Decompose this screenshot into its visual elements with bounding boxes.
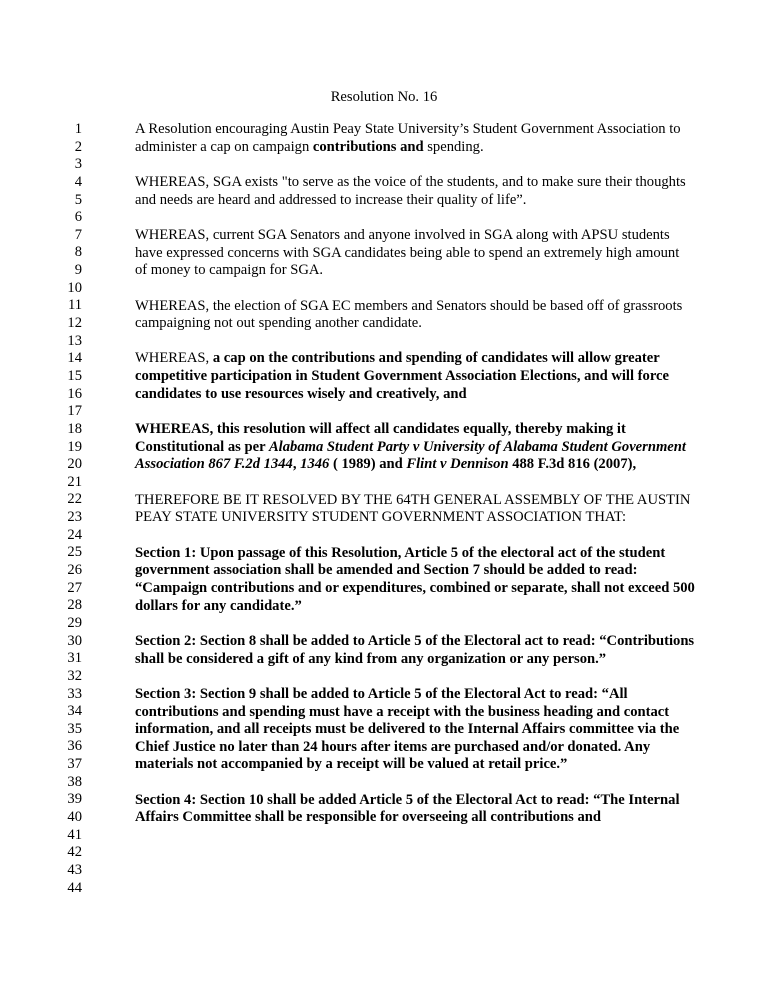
- line-number: 7: [74, 226, 82, 243]
- text-run: WHEREAS, SGA exists "to serve as the voice of the students, and to make sure their thoughts and needs are heard and addressed to increase their quality of life”.: [135, 173, 686, 208]
- text-run: spending.: [423, 138, 484, 155]
- line-number: 19: [67, 438, 82, 455]
- line-number: 2: [74, 138, 82, 155]
- paragraph: [135, 121, 695, 156]
- text-run: A Resolution encouraging Austin Peay State University’s Student Government Association to administer a cap on campaign: [135, 121, 681, 155]
- paragraph: [135, 227, 695, 280]
- line-number: 30: [67, 632, 82, 649]
- text-run: WHEREAS, the election of SGA EC members and Senators should be based off of grassroots campaigning not out spending another candidate.: [135, 297, 683, 332]
- line-number: 11: [67, 297, 82, 314]
- paragraph: [135, 545, 695, 616]
- line-number: 13: [67, 332, 82, 349]
- line-number: 5: [74, 191, 82, 208]
- paragraph: [135, 492, 695, 527]
- line-number: 26: [67, 562, 82, 579]
- text-run: ( 1989) and: [329, 456, 407, 473]
- line-number: 1: [74, 121, 82, 137]
- line-number: 16: [67, 385, 82, 402]
- line-number: 27: [67, 579, 82, 596]
- line-number: 41: [67, 826, 82, 843]
- line-number: 42: [67, 844, 82, 861]
- paragraph: [135, 421, 695, 474]
- line-number: 39: [67, 791, 82, 808]
- paragraph: [135, 298, 695, 333]
- line-number: 9: [74, 262, 82, 279]
- line-number: 24: [67, 526, 82, 543]
- text-run: Flint v Dennison: [406, 456, 509, 473]
- line-number: 25: [67, 544, 82, 561]
- line-number: 14: [67, 350, 82, 367]
- text-run: 488 F.3d 816 (2007),: [508, 456, 637, 473]
- line-number: 33: [67, 685, 82, 702]
- text-run: WHEREAS,: [135, 350, 213, 367]
- line-number: 20: [67, 456, 82, 473]
- line-number: 15: [67, 367, 82, 384]
- line-number: 38: [67, 773, 82, 790]
- line-number: 43: [67, 861, 82, 878]
- line-number: 28: [67, 597, 82, 614]
- line-number: 35: [67, 720, 82, 737]
- text-run: THEREFORE BE IT RESOLVED BY THE 64TH GENERAL ASSEMBLY OF THE AUSTIN PEAY STATE UNIVERSITY STUDENT GOVERNMENT ASSOCIATION THAT:: [135, 491, 691, 526]
- text-run: Section 2: Section 8 shall be added to Article 5 of the Electoral act to read: “Contributions shall be considered a gift of any kind from any organization or any person.”: [135, 632, 695, 667]
- line-number: 22: [67, 491, 82, 508]
- line-number: 4: [74, 173, 82, 190]
- text-run: 1346: [300, 456, 330, 473]
- line-number: 23: [67, 509, 82, 526]
- line-number: 12: [67, 315, 82, 332]
- line-number: 44: [67, 879, 82, 896]
- line-number: 29: [67, 614, 82, 631]
- resolution-title: Resolution No. 16: [330, 89, 438, 105]
- line-number: 17: [67, 403, 82, 420]
- paragraph: [135, 350, 695, 403]
- paragraph: [135, 686, 695, 774]
- text-run: Section 3: Section 9 shall be added to Article 5 of the Electoral Act to read: “All contributions and spending must have a receipt with the business heading and contact information, and all receipts must be delivered to the Internal Affairs committee via the Chief Justice no later than 24 hours after items are purchased and/or donated. Any materials not accompanied by a receipt will be valued at retail price.”: [135, 685, 680, 773]
- line-number: 32: [67, 667, 82, 684]
- line-number: 37: [67, 756, 82, 773]
- paragraph: [135, 174, 695, 209]
- line-number: 31: [67, 650, 82, 667]
- text-run: WHEREAS, current SGA Senators and anyone involved in SGA along with APSU students have expressed concerns with SGA candidates being able to spend an extremely high amount of money to campaign for SGA.: [135, 226, 680, 279]
- line-number: 18: [67, 420, 82, 437]
- line-number: 8: [74, 244, 82, 261]
- line-number: 10: [67, 279, 82, 296]
- resolution-body: [135, 121, 695, 845]
- paragraph: [135, 792, 695, 827]
- text-run: WHEREAS, this resolution will affect all candidates equally, thereby making it Constitutional as per: [135, 421, 626, 455]
- line-number: 36: [67, 738, 82, 755]
- line-number: 34: [67, 703, 82, 720]
- line-number: 21: [67, 473, 82, 490]
- text-run: Section 1: Upon passage of this Resolution, Article 5 of the electoral act of the student government association shall be amended and Section 7 should be added to read: “Campaign contributions and or expenditures, combined or separate, shall not exceed 500 dollars for any candidate.”: [135, 544, 695, 614]
- text-run: ,: [292, 456, 301, 473]
- line-number: 40: [67, 808, 82, 825]
- line-number: 6: [74, 209, 82, 226]
- text-run: Section 4: Section 10 shall be added Article 5 of the Electoral Act to read: “The Internal Affairs Committee shall be responsible for overseeing all contributions and: [135, 791, 680, 826]
- text-run: a cap on the contributions and spending of candidates will allow greater competitive participation in Student Government Association Elections, and will force candidates to use resources wisely and creatively, and: [135, 350, 670, 402]
- line-number: 3: [74, 156, 82, 173]
- paragraph: [135, 633, 695, 668]
- text-run: contributions and: [312, 138, 424, 155]
- text-run: Alabama Student Party v University of Alabama Student Government Association 867 F.2d 1344: [135, 438, 686, 473]
- line-number-column: [60, 121, 82, 897]
